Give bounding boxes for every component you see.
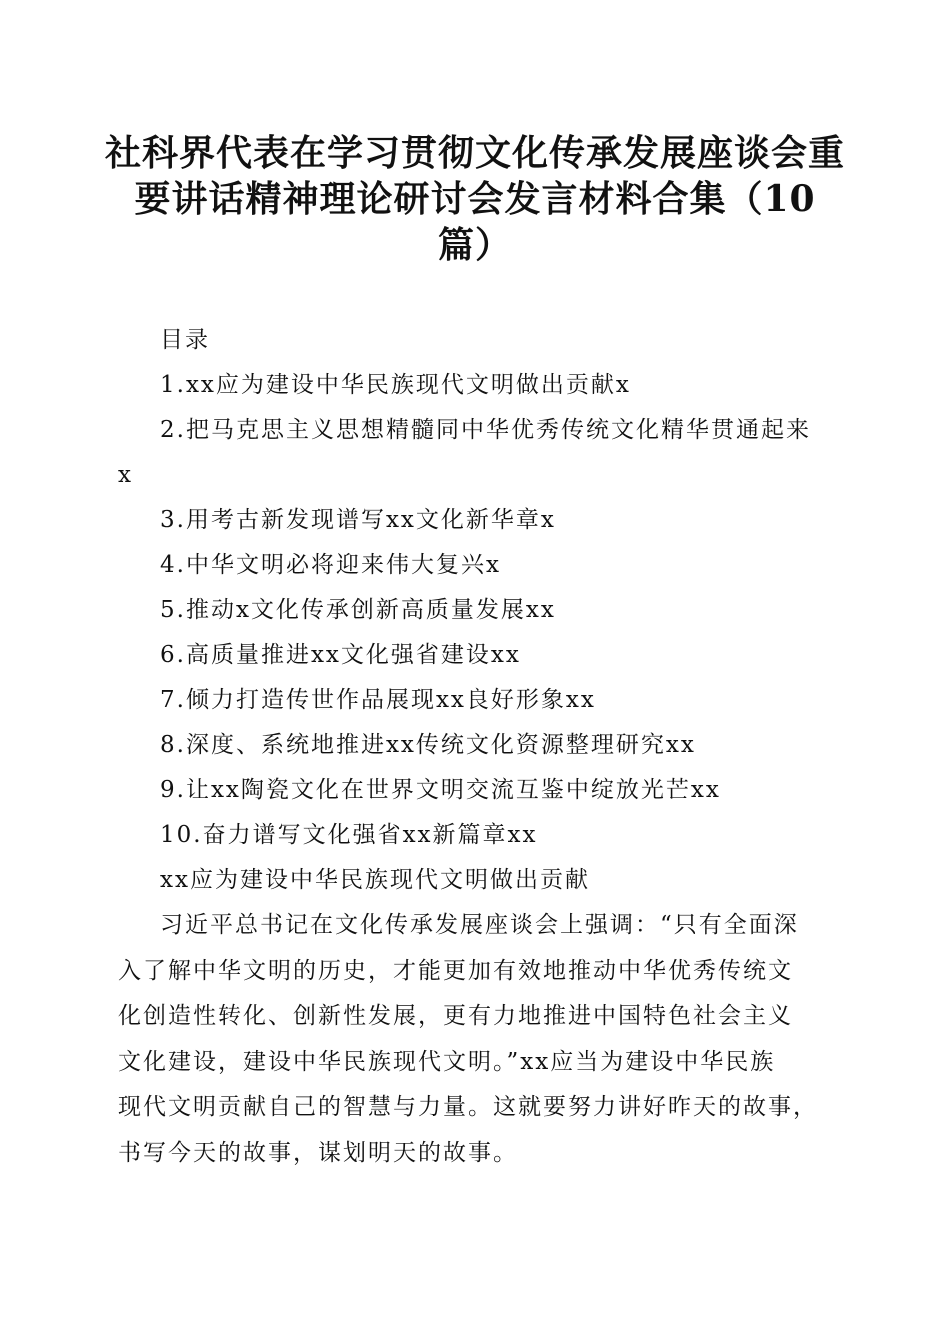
body-paragraph (118, 903, 830, 1176)
toc-item: 10.奋力谱写文化强省xx新篇章xx (160, 822, 538, 848)
toc-item: 1.xx应为建设中华民族现代文明做出贡献x (160, 372, 631, 398)
toc-item: 4.中华文明必将迎来伟大复兴x (160, 552, 501, 578)
toc-item: 7.倾力打造传世作品展现xx良好形象xx (160, 687, 596, 713)
toc-heading: 目录 (160, 327, 210, 353)
title-line: 要讲话精神理论研讨会发言材料合集（10 (134, 178, 816, 220)
toc-item: 6.高质量推进xx文化强省建设xx (160, 642, 521, 668)
toc-item: 5.推动x文化传承创新高质量发展xx (160, 597, 556, 623)
paragraph-line: 文化建设，建设中华民族现代文明。”xx应当为建设中华民族 (118, 1048, 776, 1075)
toc-item-continuation: x (118, 462, 133, 488)
section-title: xx应为建设中华民族现代文明做出贡献 (160, 867, 590, 893)
title-line: 篇） (437, 224, 512, 266)
toc-item: 8.深度、系统地推进xx传统文化资源整理研究xx (160, 732, 696, 758)
document-body (118, 318, 830, 1176)
paragraph-line: 习近平总书记在文化传承发展座谈会上强调：“只有全面深 (160, 912, 799, 938)
title-line: 社科界代表在学习贯彻文化传承发展座谈会重 (104, 132, 845, 174)
paragraph-line: 书写今天的故事，谋划明天的故事。 (118, 1139, 518, 1166)
toc-item: 9.让xx陶瓷文化在世界文明交流互鉴中绽放光芒xx (160, 777, 721, 803)
paragraph-line: 现代文明贡献自己的智慧与力量。这就要努力讲好昨天的故事， (118, 1094, 818, 1120)
toc-item: 2.把马克思主义思想精髓同中华优秀传统文化精华贯通起来 (160, 417, 811, 443)
paragraph-line: 入了解中华文明的历史，才能更加有效地推动中华优秀传统文 (118, 957, 793, 984)
toc-item: 3.用考古新发现谱写xx文化新华章x (160, 507, 556, 533)
paragraph-line: 化创造性转化、创新性发展，更有力地推进中国特色社会主义 (118, 1003, 793, 1029)
document-title (100, 130, 850, 268)
